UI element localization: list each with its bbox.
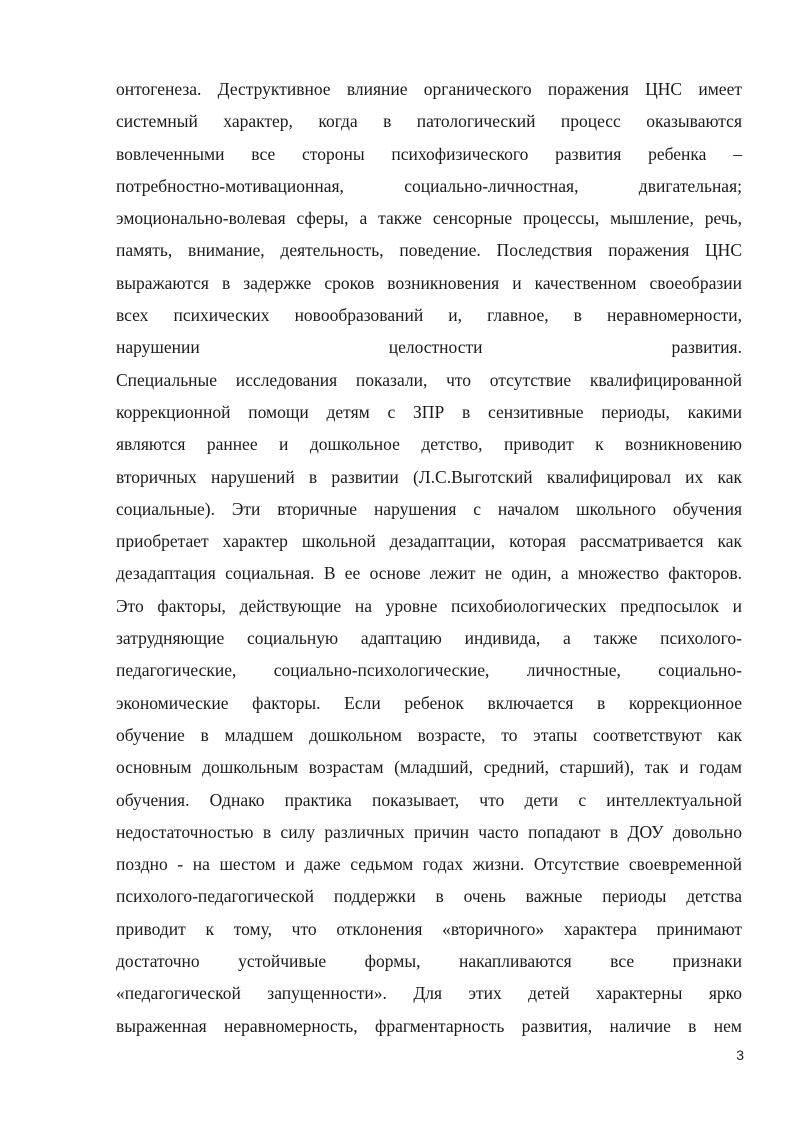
text-line: поздно - на шестом и даже седьмом годах жизни. Отсутствие своевременной bbox=[116, 854, 742, 875]
text-line: вторичных нарушений в развитии (Л.С.Выготский квалифицировал их как bbox=[116, 466, 742, 487]
text-line: Это факторы, действующие на уровне психобиологических предпосылок и bbox=[116, 595, 742, 616]
page-number: 3 bbox=[736, 1047, 744, 1063]
text-line: психолого-педагогической поддержки в очень важные периоды детства bbox=[116, 886, 742, 907]
text-line: потребностно-мотивационная, социально-личностная, двигательная; bbox=[116, 175, 742, 196]
text-line: обучения. Однако практика показывает, что дети с интеллектуальной bbox=[116, 789, 742, 810]
text-line: вовлеченными все стороны психофизического развития ребенка – bbox=[116, 143, 742, 164]
text-line: выраженная неравномерность, фрагментарность развития, наличие в нем bbox=[116, 1015, 742, 1036]
text-line: всех психических новообразований и, главное, в неравномерности, bbox=[116, 305, 742, 326]
text-line: достаточно устойчивые формы, накапливаются все признаки bbox=[116, 951, 742, 972]
text-line: приобретает характер школьной дезадаптации, которая рассматривается как bbox=[116, 531, 742, 552]
text-line: социальные). Эти вторичные нарушения с началом школьного обучения bbox=[116, 498, 742, 519]
body-text bbox=[116, 73, 742, 1042]
text-line: «педагогической запущенности». Для этих детей характерны ярко bbox=[116, 983, 742, 1004]
text-line: основным дошкольным возрастам (младший, средний, старший), так и годам bbox=[116, 757, 742, 778]
text-line: эмоционально-волевая сферы, а также сенсорные процессы, мышление, речь, bbox=[116, 208, 742, 229]
text-line: коррекционной помощи детям с ЗПР в сензитивные периоды, какими bbox=[116, 401, 742, 422]
text-line: обучение в младшем дошкольном возрасте, то этапы соответствуют как bbox=[116, 724, 742, 745]
text-line: нарушении целостности развития. bbox=[116, 337, 742, 358]
text-line: Специальные исследования показали, что отсутствие квалифицированной bbox=[116, 369, 742, 390]
text-line: дезадаптация социальная. В ее основе лежит не один, а множество факторов. bbox=[116, 563, 742, 584]
text-line: приводит к тому, что отклонения «вторичного» характера принимают bbox=[116, 918, 742, 939]
text-line: экономические факторы. Если ребенок включается в коррекционное bbox=[116, 692, 742, 713]
text-line: недостаточностью в силу различных причин часто попадают в ДОУ довольно bbox=[116, 821, 742, 842]
text-line: являются раннее и дошкольное детство, приводит к возникновению bbox=[116, 434, 742, 455]
text-line: онтогенеза. Деструктивное влияние органического поражения ЦНС имеет bbox=[116, 79, 742, 99]
text-line: выражаются в задержке сроков возникновения и качественном своеобразии bbox=[116, 272, 742, 293]
text-line: память, внимание, деятельность, поведение. Последствия поражения ЦНС bbox=[116, 240, 742, 261]
text-line: системный характер, когда в патологический процесс оказываются bbox=[116, 111, 742, 132]
text-line: педагогические, социально-психологические, личностные, социально- bbox=[116, 660, 742, 681]
text-line: затрудняющие социальную адаптацию индивида, а также психолого- bbox=[116, 628, 742, 649]
